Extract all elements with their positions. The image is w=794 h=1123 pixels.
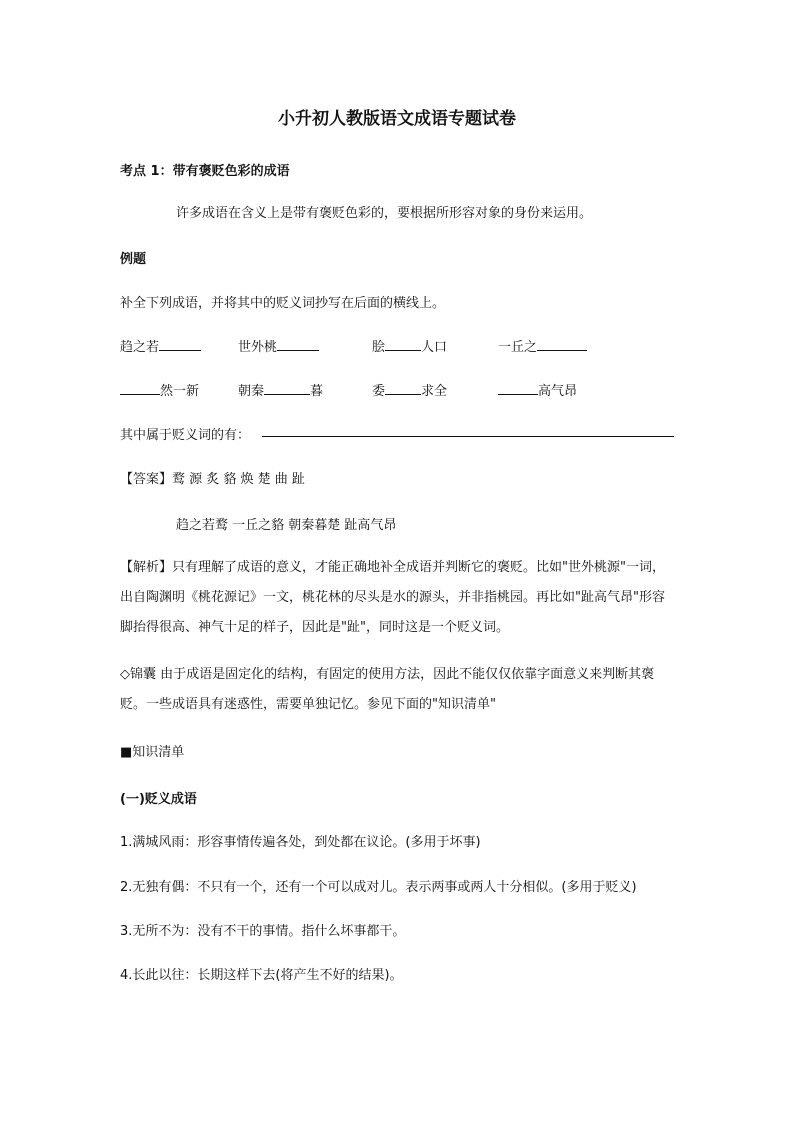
point1-heading: 考点 1：带有褒贬色彩的成语 [120,164,290,179]
idiom-text: 朝秦 [238,384,265,399]
idiom-blank-1 [120,336,201,355]
idiom-blank-8 [498,380,577,399]
answer-blank[interactable] [537,338,587,351]
answer-blank[interactable] [120,382,160,395]
answer-blank[interactable] [277,338,319,351]
section1-heading: (一)贬义成语 [120,792,197,807]
idiom-text: 世外桃 [238,340,278,355]
idiom-text: 趋之若 [120,340,160,355]
idiom-text: 然一新 [160,384,200,399]
answer-blank[interactable] [385,382,421,395]
idiom-text: 一丘之 [498,340,538,355]
example-heading: 例题 [120,252,147,267]
idiom-blank-7 [372,380,447,399]
answer-blank[interactable] [264,382,310,395]
idiom-blank-5 [120,380,199,399]
derogatory-label: 其中属于贬义词的有： [120,428,251,443]
idiom-text: 人口 [421,340,448,355]
answer-blank[interactable] [159,338,201,351]
idiom-text: 求全 [421,384,448,399]
idiom-text: 高气昂 [538,384,578,399]
answer-label: 【答案】鹜 源 炙 貉 焕 楚 曲 趾 [120,472,305,487]
idiom-blank-6 [238,380,323,399]
idiom-text: 暮 [310,384,324,399]
example-instruction: 补全下列成语，并将其中的贬义词抄写在后面的横线上。 [120,296,446,311]
answer-blank[interactable] [385,338,421,351]
list-item: 2.无独有偶：不只有一个，还有一个可以成对儿。表示两事或两人十分相似。(多用于贬义) [120,880,637,895]
list-item: 3.无所不为：没有不干的事情。指什么坏事都干。 [120,924,406,939]
list-item: 1.满城风雨：形容事情传遍各处，到处都在议论。(多用于坏事) [120,835,481,850]
idiom-text: 脍 [372,340,386,355]
page-title: 小升初人教版语文成语专题试卷 [278,109,516,129]
idiom-blank-3 [372,336,447,355]
answer-words: 趋之若鹜 一丘之貉 朝秦暮楚 趾高气昂 [176,518,397,533]
knowledge-heading: ■知识清单 [120,745,185,760]
analysis-paragraph: 【解析】只有理解了成语的意义，才能正确地补全成语并判断它的褒贬。比如"世外桃源"一词，出自陶渊明《桃花源记》一文，桃花林的尽头是水的源头，并非指桃园。再比如"趾高气昂"形容脚抬得很高、神气十足的样子，因此是"趾"，同时这是一个贬义词。 [120,560,665,635]
answer-blank[interactable] [498,382,538,395]
idiom-blank-2 [238,336,319,355]
point1-intro: 许多成语在含义上是带有褒贬色彩的，要根据所形容对象的身份来运用。 [176,206,593,221]
idiom-blank-4 [498,336,587,355]
tip-paragraph: ◇锦囊 由于成语是固定化的结构，有固定的使用方法，因此不能仅仅依靠字面意义来判断其褒贬。一些成语具有迷惑性，需要单独记忆。参见下面的"知识清单" [120,667,655,712]
derogatory-answer-line[interactable] [262,436,674,437]
idiom-text: 委 [372,384,386,399]
list-item: 4.长此以往：长期这样下去(将产生不好的结果)。 [120,968,403,983]
